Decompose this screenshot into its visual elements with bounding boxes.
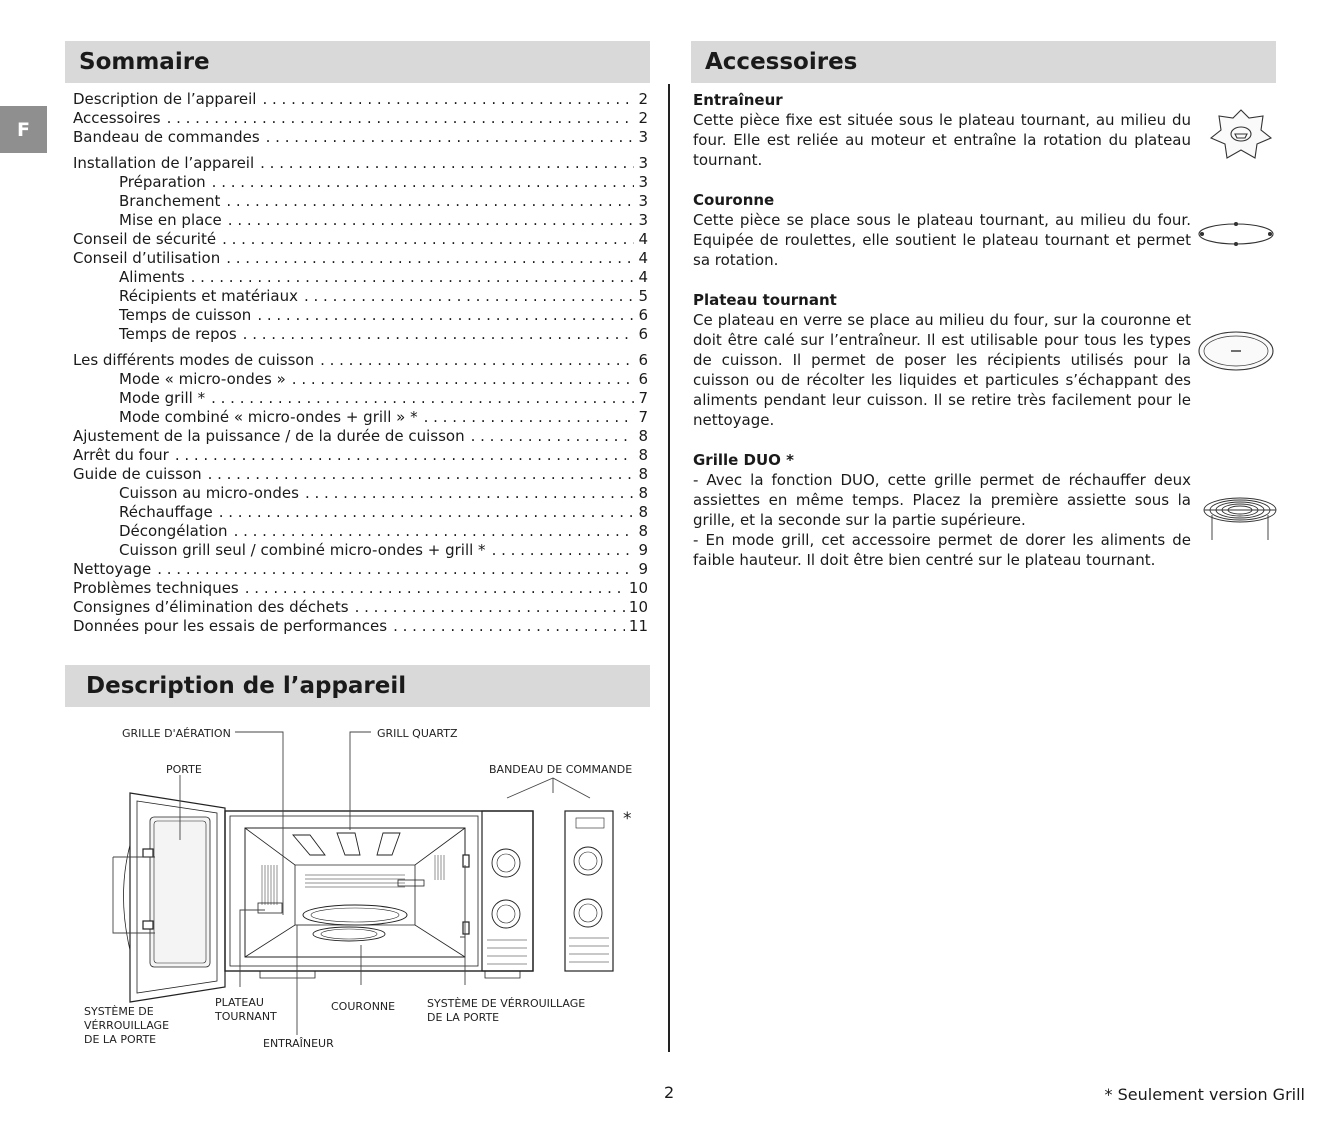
toc-entry-page: 8 bbox=[638, 427, 648, 445]
toc-leader-dots bbox=[393, 617, 625, 636]
grille-duo-illustration bbox=[1200, 490, 1280, 546]
toc-entry-label: Bandeau de commandes bbox=[73, 128, 260, 146]
accessory-grille-duo bbox=[693, 450, 1191, 570]
toc-leader-dots bbox=[262, 90, 634, 109]
toc-entry-page: 3 bbox=[638, 211, 648, 229]
toc-entry-page: 4 bbox=[638, 268, 648, 286]
toc-leader-dots bbox=[424, 408, 635, 427]
toc-entry bbox=[73, 249, 648, 268]
footnote: * Seulement version Grill bbox=[1104, 1085, 1305, 1104]
toc-leader-dots bbox=[234, 522, 635, 541]
toc-entry bbox=[73, 560, 648, 579]
toc-entry bbox=[73, 287, 648, 306]
toc-entry-page: 10 bbox=[628, 579, 648, 597]
toc-entry-page: 9 bbox=[638, 541, 648, 559]
toc-leader-dots bbox=[492, 541, 635, 560]
couronne-illustration bbox=[1196, 219, 1276, 249]
toc-entry-label: Guide de cuisson bbox=[73, 465, 202, 483]
toc-entry-page: 3 bbox=[638, 154, 648, 172]
toc-leader-dots bbox=[257, 306, 634, 325]
toc-entry bbox=[73, 389, 648, 408]
toc-entry-page: 6 bbox=[638, 325, 648, 343]
toc-entry bbox=[73, 408, 648, 427]
language-tab: F bbox=[0, 106, 47, 153]
description-heading: Description de l’appareil bbox=[65, 665, 650, 707]
toc-entry bbox=[73, 617, 648, 636]
toc-entry bbox=[73, 173, 648, 192]
toc-entry bbox=[73, 465, 648, 484]
toc-entry bbox=[73, 211, 648, 230]
toc-leader-dots bbox=[304, 287, 634, 306]
toc-leader-dots bbox=[320, 351, 634, 370]
label-systeme-left-1: SYSTÈME DE bbox=[84, 1005, 154, 1018]
toc-entry-label: Données pour les essais de performances bbox=[73, 617, 388, 635]
power-knob bbox=[492, 849, 520, 877]
accessory-heading: Plateau tournant bbox=[693, 291, 837, 309]
label-plateau-1: PLATEAU bbox=[215, 996, 264, 1009]
toc-entry-page: 6 bbox=[638, 370, 648, 388]
toc-entry-label: Nettoyage bbox=[73, 560, 152, 578]
grill-quartz bbox=[293, 833, 400, 855]
toc-entry-page: 7 bbox=[638, 408, 648, 426]
toc-leader-dots bbox=[191, 268, 635, 287]
toc-entry-label: Arrêt du four bbox=[73, 446, 169, 464]
toc-leader-dots bbox=[355, 598, 625, 617]
accessory-plateau bbox=[693, 290, 1191, 430]
toc-entry bbox=[73, 484, 648, 503]
toc-entry-label: Ajustement de la puissance / de la durée de cuisson bbox=[73, 427, 465, 445]
toc-entry-page: 6 bbox=[638, 306, 648, 324]
toc-leader-dots bbox=[157, 560, 634, 579]
page-number: 2 bbox=[664, 1083, 675, 1102]
toc-entry-page: 8 bbox=[638, 503, 648, 521]
toc-entry-page: 7 bbox=[638, 389, 648, 407]
label-porte: PORTE bbox=[166, 763, 202, 776]
toc-entry bbox=[73, 351, 648, 370]
toc-leader-dots bbox=[260, 154, 634, 173]
toc-entry bbox=[73, 541, 648, 560]
label-couronne: COURONNE bbox=[331, 1000, 396, 1013]
accessory-heading: Entraîneur bbox=[693, 91, 783, 109]
toc-entry bbox=[73, 370, 648, 389]
accessory-entraineur bbox=[693, 90, 1191, 170]
accessoires-heading: Accessoires bbox=[691, 41, 1276, 83]
toc-entry-label: Cuisson au micro-ondes bbox=[119, 484, 299, 502]
toc-entry-label: Problèmes techniques bbox=[73, 579, 239, 597]
toc-entry-label: Conseil d’utilisation bbox=[73, 249, 221, 267]
label-systeme-right-1: SYSTÈME DE VÉRROUILLAGE bbox=[427, 997, 586, 1010]
toc-leader-dots bbox=[305, 484, 634, 503]
toc-entry bbox=[73, 427, 648, 446]
toc-entry-label: Réchauffage bbox=[119, 503, 213, 521]
toc-entry-page: 3 bbox=[638, 128, 648, 146]
toc-leader-dots bbox=[219, 503, 635, 522]
toc-entry-label: Mise en place bbox=[119, 211, 222, 229]
toc-entry-label: Mode grill * bbox=[119, 389, 206, 407]
toc-leader-dots bbox=[167, 109, 635, 128]
toc-entry-page: 6 bbox=[638, 351, 648, 369]
column-divider bbox=[668, 84, 670, 1052]
timer-knob bbox=[492, 900, 520, 928]
toc-entry bbox=[73, 154, 648, 173]
toc-entry-label: Branchement bbox=[119, 192, 221, 210]
toc-entry bbox=[73, 522, 648, 541]
accessory-text: Cette pièce fixe est située sous le plateau tournant, au milieu du four. Elle est reliée au moteur et entraîne la rotation du plateau tournant. bbox=[693, 111, 1191, 169]
toc-entry bbox=[73, 579, 648, 598]
toc-entry-page: 8 bbox=[638, 522, 648, 540]
label-systeme-left-3: DE LA PORTE bbox=[84, 1033, 157, 1046]
toc-entry-page: 10 bbox=[628, 598, 648, 616]
toc-leader-dots bbox=[243, 325, 635, 344]
toc-entry-label: Mode « micro-ondes » bbox=[119, 370, 286, 388]
toc-entry-label: Cuisson grill seul / combiné micro-ondes + grill * bbox=[119, 541, 486, 559]
toc-entry-page: 8 bbox=[638, 446, 648, 464]
accessory-text-2: - En mode grill, cet accessoire permet de dorer les aliments de faible hauteur. Il doit être bien centré sur le plateau tournant. bbox=[693, 531, 1191, 569]
toc-entry-page: 11 bbox=[628, 617, 648, 635]
accessory-couronne bbox=[693, 190, 1191, 270]
toc-entry-page: 4 bbox=[638, 249, 648, 267]
label-systeme-left-2: VÉRROUILLAGE bbox=[84, 1019, 170, 1032]
toc-entry-label: Consignes d’élimination des déchets bbox=[73, 598, 349, 616]
toc-entry-page: 3 bbox=[638, 192, 648, 210]
accessory-text: Ce plateau en verre se place au milieu du four, sur la couronne et doit être calé sur l’entraîneur. Il est utilisable pour tous les types de cuisson. Il permet de poser les récipients utilisés pour la cuisson ou de récolter les liquides et particules s’échappant des aliments pendant leur cuisson. Il se retire très facilement pour le nettoyage. bbox=[693, 311, 1191, 429]
label-asterisk: * bbox=[623, 809, 632, 829]
toc-leader-dots bbox=[292, 370, 635, 389]
toc-entry-page: 9 bbox=[638, 560, 648, 578]
accessory-text: - Avec la fonction DUO, cette grille permet de réchauffer deux assiettes en même temps. Placez la première assiette sous la grille, et la seconde sur la partie supérieure. bbox=[693, 471, 1191, 529]
toc-entry bbox=[73, 268, 648, 287]
toc-entry-label: Aliments bbox=[119, 268, 185, 286]
sommaire-heading: Sommaire bbox=[65, 41, 650, 83]
toc-entry-label: Conseil de sécurité bbox=[73, 230, 217, 248]
toc-entry bbox=[73, 109, 648, 128]
control-panel-grill bbox=[565, 811, 613, 971]
toc-entry-label: Installation de l’appareil bbox=[73, 154, 255, 172]
toc-entry bbox=[73, 192, 648, 211]
label-systeme-right-2: DE LA PORTE bbox=[427, 1011, 500, 1024]
toc-entry bbox=[73, 230, 648, 249]
entraineur-illustration bbox=[1205, 104, 1277, 164]
toc-leader-dots bbox=[245, 579, 625, 598]
toc-entry-page: 3 bbox=[638, 173, 648, 191]
label-grill-quartz: GRILL QUARTZ bbox=[377, 727, 458, 740]
toc-entry-page: 5 bbox=[638, 287, 648, 305]
toc-entry-label: Temps de cuisson bbox=[119, 306, 252, 324]
toc-entry bbox=[73, 598, 648, 617]
toc-entry bbox=[73, 325, 648, 344]
accessory-heading: Couronne bbox=[693, 191, 775, 209]
label-bandeau: BANDEAU DE COMMANDE bbox=[489, 763, 633, 776]
plateau-illustration bbox=[1196, 329, 1276, 373]
toc-leader-dots bbox=[471, 427, 635, 446]
label-grille-aeration: GRILLE D'AÉRATION bbox=[122, 727, 231, 740]
control-panel bbox=[482, 811, 533, 971]
table-of-contents bbox=[73, 90, 648, 636]
label-plateau-2: TOURNANT bbox=[215, 1010, 277, 1023]
toc-entry-label: Décongélation bbox=[119, 522, 228, 540]
toc-entry-page: 4 bbox=[638, 230, 648, 248]
toc-leader-dots bbox=[222, 230, 634, 249]
oven-cavity bbox=[245, 828, 465, 957]
toc-entry bbox=[73, 503, 648, 522]
toc-entry-label: Préparation bbox=[119, 173, 206, 191]
toc-leader-dots bbox=[175, 446, 635, 465]
toc-entry-label: Accessoires bbox=[73, 109, 161, 127]
toc-entry-page: 8 bbox=[638, 484, 648, 502]
door-latch-top bbox=[143, 849, 153, 857]
door-latch-bottom bbox=[143, 921, 153, 929]
toc-entry-label: Mode combiné « micro-ondes + grill » * bbox=[119, 408, 418, 426]
accessory-text: Cette pièce se place sous le plateau tournant, au milieu du four. Equipée de roulettes, elle soutient le plateau tournant et permet sa rotation. bbox=[693, 211, 1191, 269]
toc-entry-label: Temps de repos bbox=[119, 325, 237, 343]
toc-leader-dots bbox=[212, 173, 635, 192]
toc-entry bbox=[73, 128, 648, 147]
toc-leader-dots bbox=[266, 128, 635, 147]
toc-leader-dots bbox=[226, 192, 634, 211]
toc-entry-label: Description de l’appareil bbox=[73, 90, 257, 108]
toc-entry-page: 2 bbox=[638, 90, 648, 108]
toc-entry bbox=[73, 446, 648, 465]
toc-leader-dots bbox=[211, 389, 634, 408]
toc-leader-dots bbox=[228, 211, 635, 230]
toc-entry bbox=[73, 306, 648, 325]
toc-entry bbox=[73, 90, 648, 109]
accessory-heading: Grille DUO * bbox=[693, 451, 794, 469]
toc-entry-page: 8 bbox=[638, 465, 648, 483]
toc-leader-dots bbox=[226, 249, 634, 268]
toc-entry-label: Les différents modes de cuisson bbox=[73, 351, 315, 369]
label-entraineur: ENTRAÎNEUR bbox=[263, 1037, 334, 1050]
toc-entry-page: 2 bbox=[638, 109, 648, 127]
toc-entry-label: Récipients et matériaux bbox=[119, 287, 298, 305]
toc-leader-dots bbox=[208, 465, 635, 484]
